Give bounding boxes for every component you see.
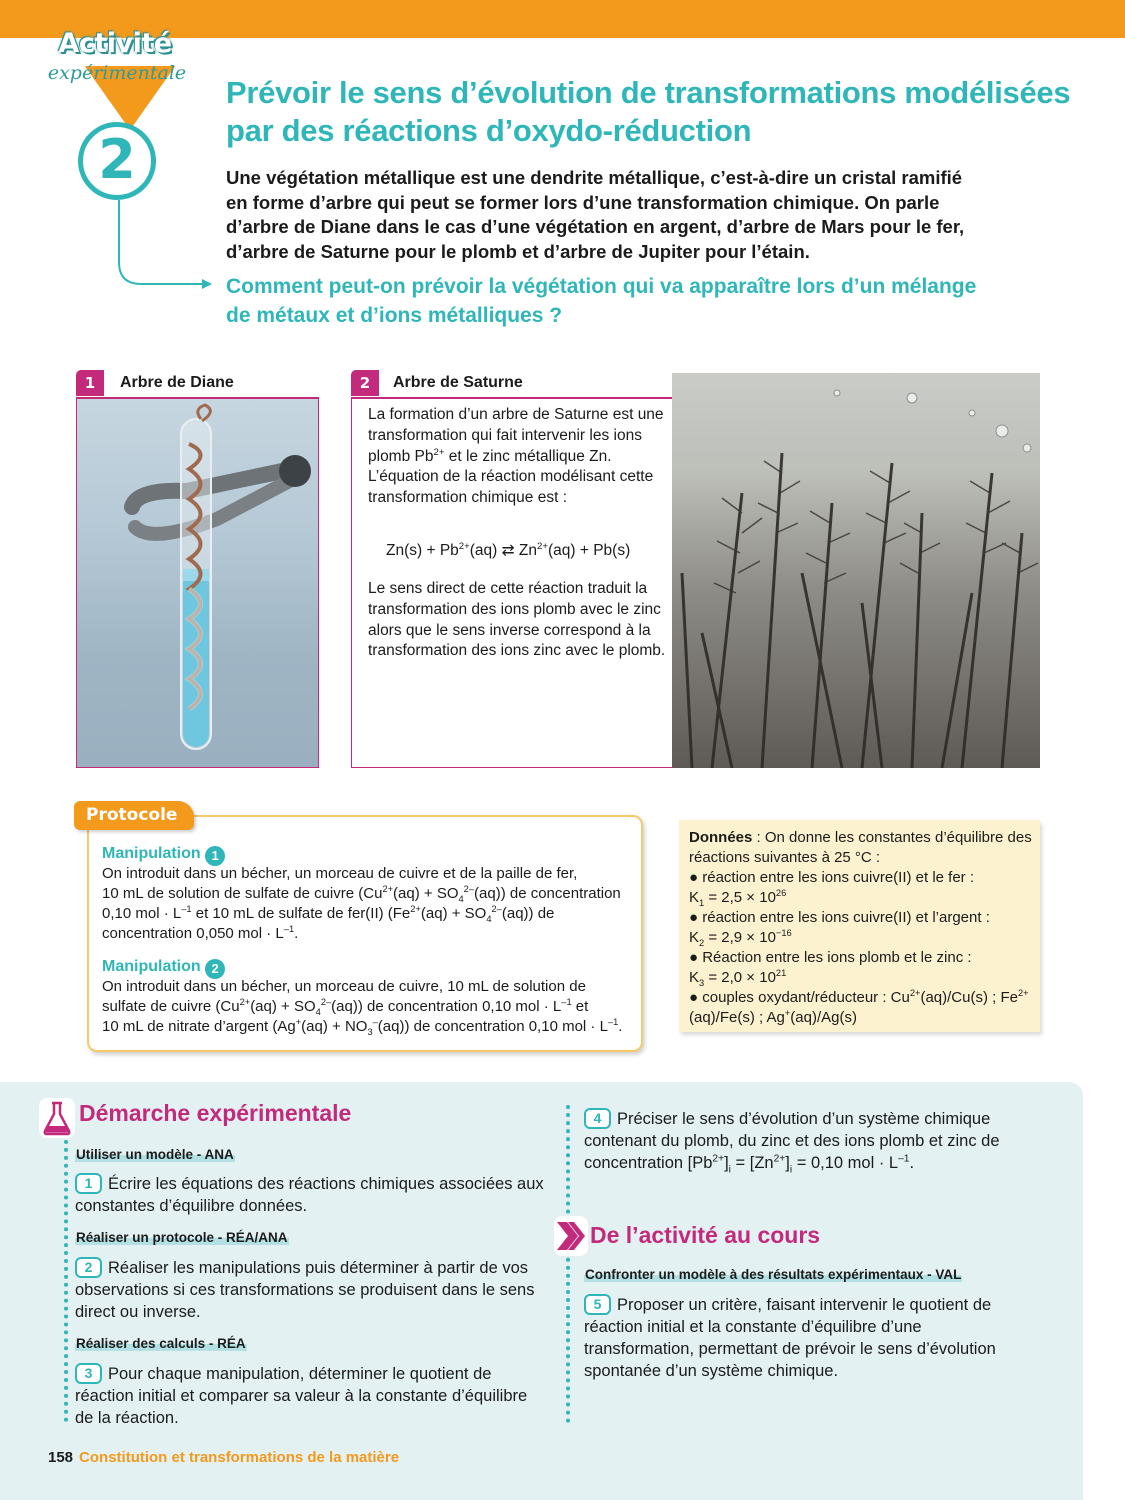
question-1-number: 1 xyxy=(75,1173,102,1194)
question-5-number: 5 xyxy=(584,1294,611,1315)
manipulation-2-number: 2 xyxy=(205,959,225,979)
activity-badge-subtitle: expérimentale xyxy=(47,62,187,84)
question-3: 3 Pour chaque manipulation, déterminer le quotient de réaction initial et comparer sa valeur à la constante d’équilibre de la réaction. xyxy=(75,1365,528,1427)
manipulation-2-text: On introduit dans un bécher, un morceau de cuivre, 10 mL de solution de sulfate de cuivre $(Cu^{2+}(aq) + SO_4^{2-}(aq))$ de concentration 0,10 mol · $L^{-1}$ et 10 mL de nitrate d’argent $(Ag^+(aq) + NO_3^-(aq))$ de concentration 0,10 mol · $L^{-1}$. xyxy=(102,978,623,1037)
activity-badge-title: Activité xyxy=(58,28,172,59)
manipulation-2-title: Manipulation 2 xyxy=(102,958,225,979)
question-4-number: 4 xyxy=(584,1108,611,1129)
page-footer xyxy=(48,1449,399,1466)
data-text: Données : On donne les constantes d’équilibre des réactions suivantes à 25 °C : ● réaction entre les ions cuivre(II) et le fer : $K_1 = 2,5 \times 10^{26}$ ● réaction entre les ions cuivre(II) et l’argent : $K_2 = 2,9 \times 10^{-16}$ ● Réaction entre les ions plomb et le zinc : $K_3 = 2,0 \times 10^{21}$ ● couples oxydant/réducteur : $Cu^{2+}(aq)/Cu(s)$ ; $Fe^{2+}(aq)/Fe(s)$ ; Ag+(aq)/Ag(s) xyxy=(689,829,1032,1026)
intro-paragraph: Une végétation métallique est une dendrite métallique, c’est-à-dire un cristal ramifié en forme d’arbre qui peut se former lors d’une transformation chimique. On parle d’arbre de Diane dans le cas d’une végétation en argent, d’arbre de Mars pour le fer, d’arbre de Saturne pour le plomb et d’arbre de Jupiter pour l’étain. xyxy=(226,167,965,262)
key-question: Comment peut-on prévoir la végétation qui va apparaître lors d’un mélange de métaux et d’ions métalliques ? xyxy=(226,275,977,327)
question-3-number: 3 xyxy=(75,1363,102,1384)
question-2-number: 2 xyxy=(75,1257,102,1278)
double-chevron-icon xyxy=(554,1216,588,1256)
doc2-text-explanation: Le sens direct de cette réaction traduit la transformation des ions plomb avec le zinc alors que le sens inverse correspond à la transformation des ions zinc avec le plomb. xyxy=(368,580,666,660)
skill-label-1: Utiliser un modèle - ANA xyxy=(76,1147,234,1162)
question-4: 4 Préciser le sens d’évolution d’un système chimique contenant du plomb, du zinc et des ions plomb et zinc de concentration $[Pb^{2+}]_i = [Zn^{2+}]_i = 0,10$ mol · $L^{-1}$. xyxy=(584,1110,1000,1176)
demarche-title: Démarche expérimentale xyxy=(79,1100,352,1126)
doc1-title: Arbre de Diane xyxy=(120,374,234,391)
manipulation-1-title: Manipulation 1 xyxy=(102,845,225,866)
doc2-equation: $Zn(s) + Pb^{2+}(aq)$ ⇄ $Zn^{2+}(aq) + Pb(s)$ xyxy=(386,540,631,559)
data-label: Données xyxy=(689,829,753,846)
skill-label-2: Réaliser un protocole - RÉA/ANA xyxy=(76,1230,288,1245)
question-5: 5 Proposer un critère, faisant intervenir le quotient de réaction initial et la constante d’équilibre d’une transformation, permettant de prévoir le sens d’évolution spontanée d’un système chimique. xyxy=(584,1296,996,1380)
chapter-title: Constitution et transformations de la matière xyxy=(79,1449,400,1466)
page-title: Prévoir le sens d’évolution de transformations modélisées par des réactions d’oxydo-réduction xyxy=(226,75,1071,148)
left-dotted-rule xyxy=(64,1140,68,1422)
skill-label-5: Confronter un modèle à des résultats expérimentaux - VAL xyxy=(585,1267,962,1282)
question-1: 1 Écrire les équations des réactions chimiques associées aux constantes d’équilibre données. xyxy=(75,1175,544,1215)
protocol-tab: Protocole xyxy=(74,801,194,830)
doc2-text-intro: La formation d’un arbre de Saturne est une transformation qui fait intervenir les ions plomb $Pb^{2+}$ et le zinc métallique Zn. L’équation de la réaction modélisant cette transformation chimique est : xyxy=(368,406,664,507)
skill-label-3: Réaliser des calculs - RÉA xyxy=(76,1336,246,1351)
flask-icon xyxy=(38,1097,76,1139)
dendrite-illustration xyxy=(672,373,1040,768)
test-tube-illustration xyxy=(77,399,319,768)
right-dotted-rule xyxy=(566,1105,570,1423)
doc2-title: Arbre de Saturne xyxy=(393,374,523,391)
manipulation-1-number: 1 xyxy=(205,846,225,866)
page-number: 158 xyxy=(48,1449,74,1466)
activity-number: 2 xyxy=(98,128,136,191)
question-2: 2 Réaliser les manipulations puis déterminer à partir de vos observations si ces transformations se produisent dans le sens direct ou inverse. xyxy=(75,1259,535,1321)
doc2-number-tag: 2 xyxy=(351,370,379,396)
cours-title: De l’activité au cours xyxy=(590,1222,821,1248)
doc1-number-tag: 1 xyxy=(76,370,104,396)
manipulation-1-text: On introduit dans un bécher, un morceau de cuivre et de la paille de fer, 10 mL de solution de sulfate de cuivre $(Cu^{2+}(aq) + SO_4^{2-}(aq))$ de concentration 0,10 mol · $L^{-1}$ et 10 mL de sulfate de fer(II) $(Fe^{2+}(aq) + SO_4^{2-}(aq))$ de concentration 0,050 mol · $L^{-1}$. xyxy=(102,865,621,942)
doc2-photo-lead-dendrites xyxy=(672,373,1040,768)
doc1-photo-test-tube xyxy=(76,397,319,768)
question-arrow-connector xyxy=(116,200,212,290)
